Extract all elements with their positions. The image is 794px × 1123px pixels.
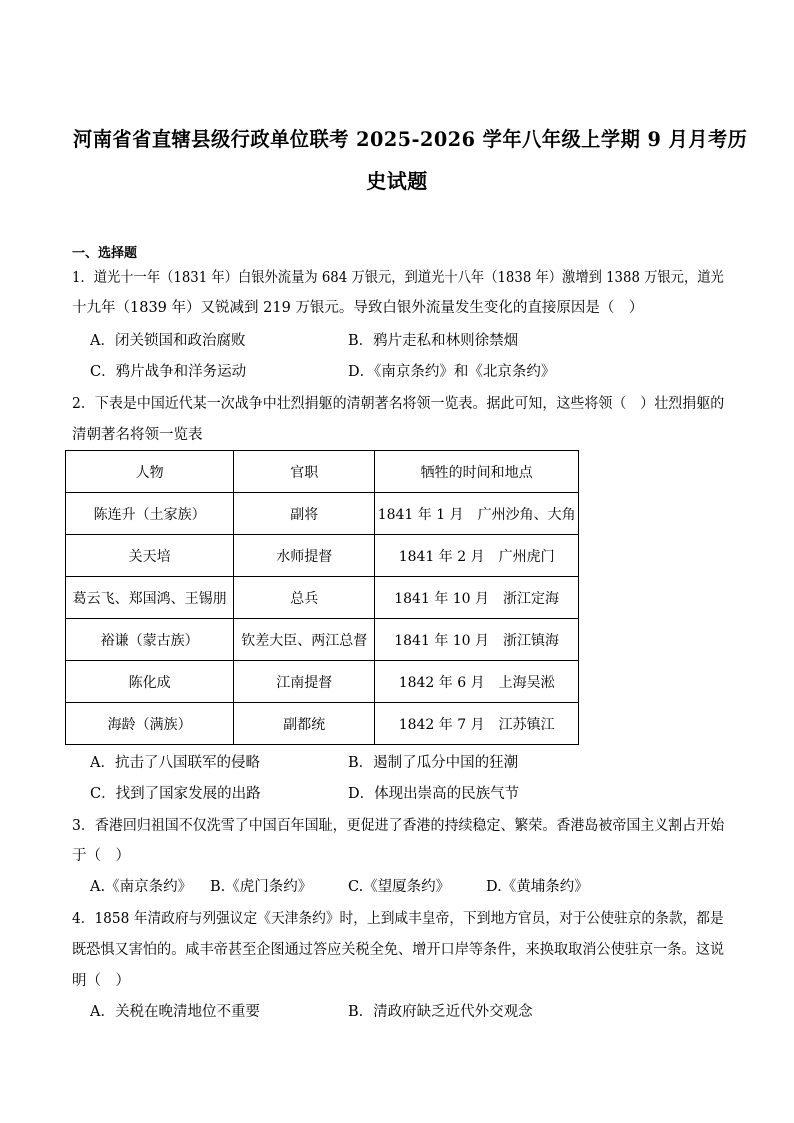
q3-option-b[interactable]: B.《虎门条约》 (210, 879, 313, 895)
table-cell-time-place: 1842 年 7 月 江苏镇江 (375, 703, 579, 745)
q2-option-b[interactable]: B．遏制了瓜分中国的狂潮 (348, 755, 519, 771)
q2-option-d[interactable]: D．体现出崇高的民族气节 (348, 786, 520, 802)
table-cell-person: 关天培 (66, 535, 234, 577)
q3-option-d[interactable]: D.《黄埔条约》 (486, 879, 589, 895)
table-cell-time-place: 1841 年 1 月 广州沙角、大角 (375, 493, 579, 535)
q1-option-d[interactable]: D．《南京条约》和《北京条约》 (348, 364, 556, 380)
q2-stem-line-2: 清朝著名将领一览表 (72, 427, 203, 443)
q1-stem-line-1: 1．道光十一年（1831 年）白银外流量为 684 万银元，到道光十八年（1838 年）激增到 1388 万银元，道光 (72, 270, 724, 286)
table-header-row (66, 451, 579, 493)
q4-option-b[interactable]: B．清政府缺乏近代外交观念 (348, 1004, 533, 1020)
q1-option-a[interactable]: A．闭关锁国和政治腐败 (90, 333, 246, 349)
q3-stem-line-2: 于（ ） (72, 848, 130, 864)
q3-option-c[interactable]: C.《望厦条约》 (348, 879, 451, 895)
table-cell-post: 钦差大臣、两江总督 (234, 619, 375, 661)
q2-stem-line-1: 2．下表是中国近代某一次战争中壮烈捐躯的清朝著名将领一览表。据此可知，这些将领（ ）壮烈捐躯的 (72, 396, 725, 412)
table-row (66, 577, 579, 619)
table-cell-time-place: 1841 年 2 月 广州虎门 (375, 535, 579, 577)
q2-option-c[interactable]: C．找到了国家发展的出路 (90, 786, 261, 802)
table-cell-post: 水师提督 (234, 535, 375, 577)
table-cell-person: 陈化成 (66, 661, 234, 703)
table-cell-time-place: 1842 年 6 月 上海吴淞 (375, 661, 579, 703)
table-row (66, 493, 579, 535)
table-cell-post: 江南提督 (234, 661, 375, 703)
q2-option-a[interactable]: A．抗击了八国联军的侵略 (90, 755, 260, 771)
exam-title-line-1: 河南省省直辖县级行政单位联考 2025-2026 学年八年级上学期 9 月月考历 (72, 127, 748, 151)
table-header-post: 官职 (234, 451, 375, 493)
exam-title-line-2: 史试题 (366, 169, 428, 193)
q3-stem-line-1: 3．香港回归祖国不仅洗雪了中国百年国耻，更促进了香港的持续稳定、繁荣。香港岛被帝国主义割占开始 (72, 818, 725, 834)
table-row (66, 703, 579, 745)
q1-option-b[interactable]: B．鸦片走私和林则徐禁烟 (348, 333, 519, 349)
table-cell-person: 海龄（满族） (66, 703, 234, 745)
table-cell-time-place: 1841 年 10 月 浙江镇海 (375, 619, 579, 661)
section-heading: 一、选择题 (72, 246, 138, 261)
table-row (66, 535, 579, 577)
table-cell-person: 葛云飞、郑国鸿、王锡朋 (66, 577, 234, 619)
q4-stem-line-2: 既恐惧又害怕的。咸丰帝甚至企图通过答应关税全免、增开口岸等条件，来换取取消公使驻京一条。这说 (72, 942, 724, 958)
table-header-time-place: 牺牲的时间和地点 (375, 451, 579, 493)
table-cell-post: 副将 (234, 493, 375, 535)
table-header-person: 人物 (66, 451, 234, 493)
table-cell-time-place: 1841 年 10 月 浙江定海 (375, 577, 579, 619)
table-row (66, 661, 579, 703)
q4-stem-line-3: 明（ ） (72, 973, 130, 989)
q1-option-c[interactable]: C．鸦片战争和洋务运动 (90, 364, 247, 380)
table-cell-person: 陈连升（土家族） (66, 493, 234, 535)
q4-stem-line-1: 4．1858 年清政府与列强议定《天津条约》时，上到咸丰皇帝，下到地方官员，对于公使驻京的条款，都是 (72, 911, 724, 927)
q3-option-a[interactable]: A.《南京条约》 (90, 879, 193, 895)
q1-stem-line-2: 十九年（1839 年）又锐减到 219 万银元。导致白银外流量发生变化的直接原因是（ ） (72, 300, 644, 316)
table-cell-post: 总兵 (234, 577, 375, 619)
q4-option-a[interactable]: A．关税在晚清地位不重要 (90, 1004, 260, 1020)
table-row (66, 619, 579, 661)
table-cell-post: 副都统 (234, 703, 375, 745)
table-cell-person: 裕谦（蒙古族） (66, 619, 234, 661)
generals-table (65, 450, 579, 745)
